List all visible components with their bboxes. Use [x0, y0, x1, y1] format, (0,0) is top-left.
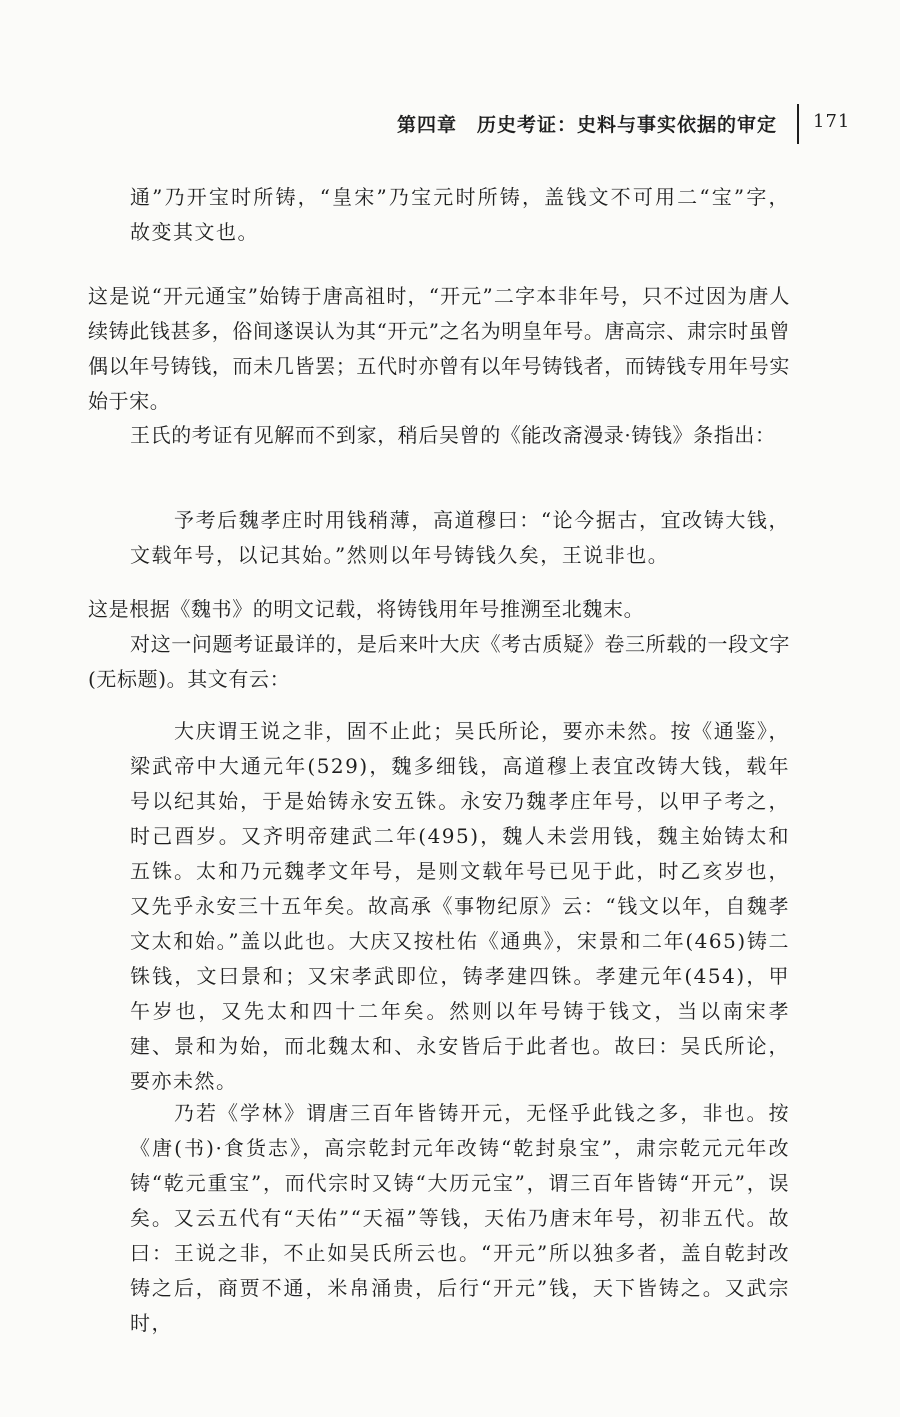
block-quote: 大庆谓王说之非，固不止此；吴氏所论，要亦未然。按《通鉴》，梁武帝中大通元年(529)，魏多细钱，高道穆上表宜改铸大钱，载年号以纪其始，于是始铸永安五铢。永安乃魏孝庄年号，以甲子考之，时己酉岁。又齐明帝建武二年(495)，魏人未尝用钱，魏主始铸太和五铢。太和乃元魏孝文年号，是则文载年号已见于此，时乙亥岁也，又先乎永安三十五年矣。故高承《事物纪原》云：“钱文以年，自魏孝文太和始。”盖以此也。大庆又按杜佑《通典》，宋景和二年(465)铸二铢钱，文曰景和；又宋孝武即位，铸孝建四铢。孝建元年(454)，甲午岁也，又先太和四十二年矣。然则以年号铸于钱文，当以南宋孝建、景和为始，而北魏太和、永安皆后于此者也。故曰：吴氏所论，要亦未然。	[130, 719, 790, 1093]
body-paragraph: 这是根据《魏书》的明文记载，将铸钱用年号推溯至北魏末。	[88, 597, 645, 621]
body-paragraph: 这是说“开元通宝”始铸于唐高祖时，“开元”二字本非年号，只不过因为唐人续铸此钱甚多，俗间遂误认为其“开元”之名为明皇年号。唐高宗、肃宗时虽曾偶以年号铸钱，而未几皆罢；五代时亦曾有以年号铸钱者，而铸钱专用年号实始于宋。	[88, 284, 790, 413]
quote-continuation: 通”乃开宝时所铸，“皇宋”乃宝元时所铸，盖钱文不可用二“宝”字，故变其文也。	[130, 185, 790, 244]
body-paragraph: 对这一问题考证最详的，是后来叶大庆《考古质疑》卷三所载的一段文字(无标题)。其文有云：	[88, 632, 790, 691]
chapter-title: 第四章 历史考证：史料与事实依据的审定	[396, 114, 777, 136]
body-paragraph: 王氏的考证有见解而不到家，稍后吴曾的《能改斋漫录·铸钱》条指出：	[130, 423, 776, 447]
header-divider	[797, 104, 799, 144]
page-number: 171	[813, 111, 851, 132]
block-quote: 乃若《学林》谓唐三百年皆铸开元，无怪乎此钱之多，非也。按《唐(书)·食货志》，高宗乾封元年改铸“乾封泉宝”，肃宗乾元元年改铸“乾元重宝”，而代宗时又铸“大历元宝”，谓三百年皆铸“开元”，误矣。又云五代有“天佑”“天福”等钱，天佑乃唐末年号，初非五代。故曰：王说之非，不止如吴氏所云也。“开元”所以独多者，盖自乾封改铸之后，商贾不通，米帛涌贵，后行“开元”钱，天下皆铸之。又武宗时，	[130, 1101, 790, 1335]
block-quote: 予考后魏孝庄时用钱稍薄，高道穆曰：“论今据古，宜改铸大钱，文载年号，以记其始。”然则以年号铸钱久矣，王说非也。	[130, 508, 790, 567]
running-header	[0, 104, 900, 144]
